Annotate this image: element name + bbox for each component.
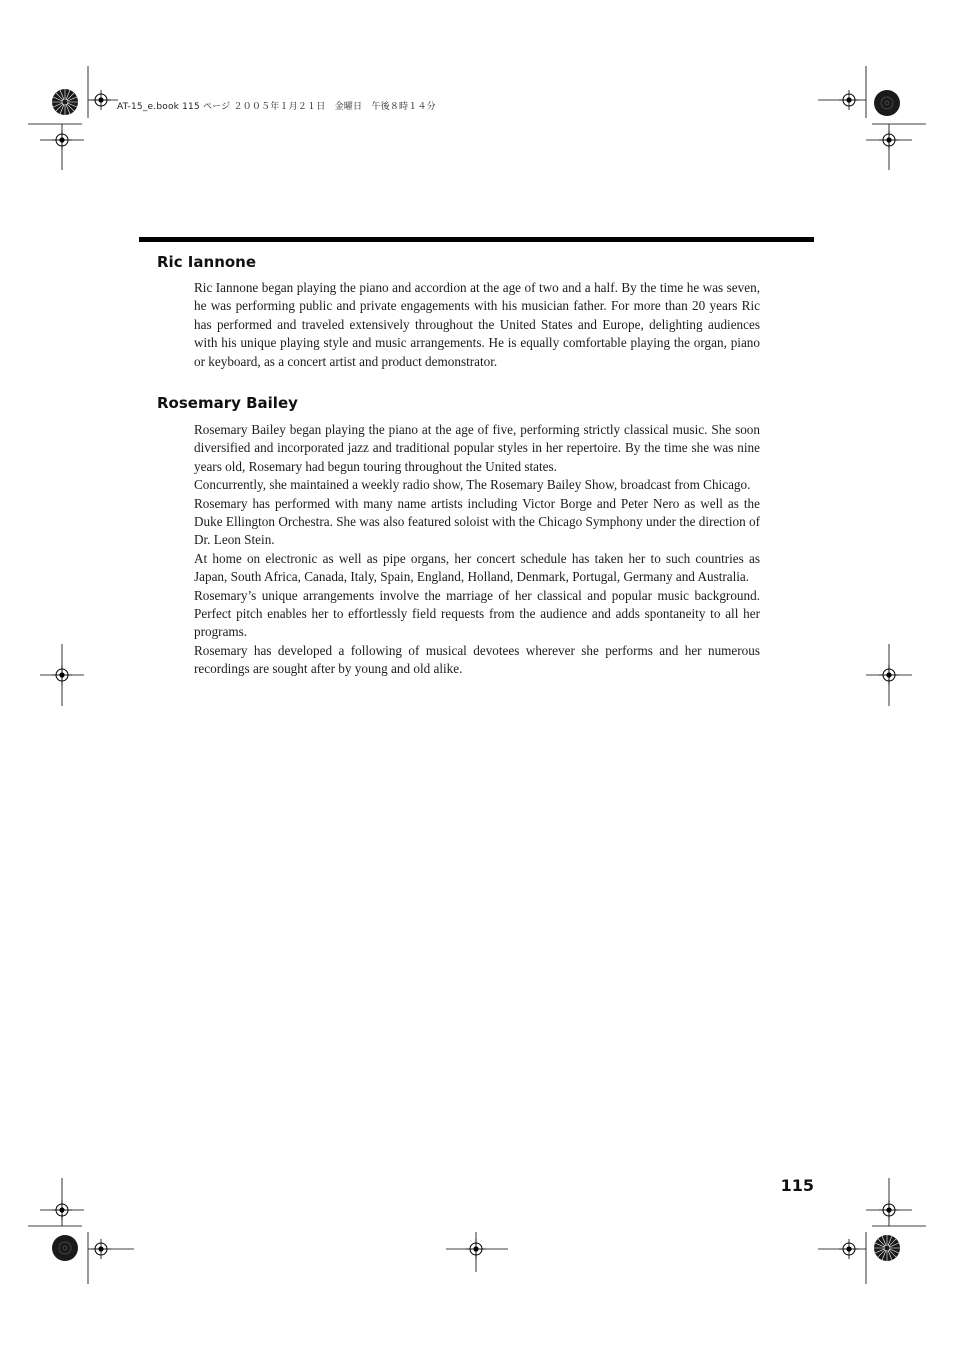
paragraph: Rosemary has developed a following of musical devotees wherever she performs and her numerous recordings are sought after by young and old alike. [194, 642, 760, 677]
print-slug: AT-15_e.book 115 ページ ２００５年１月２１日 金曜日 午後８時１４分 [117, 102, 436, 112]
paragraph: Rosemary’s unique arrangements involve the marriage of her classical and popular music background. Perfect pitch enables her to effortlessly field requests from the audience and adds spontaneity to all her programs. [194, 587, 760, 640]
paragraph: Rosemary Bailey began playing the piano at the age of five, performing strictly classical music. She soon diversified and incorporated jazz and traditional popular styles in her repertoire. By the time she was nine years old, Rosemary had begun touring throughout the United states. [194, 422, 760, 474]
section-title-ric-iannone: Ric Iannone [157, 253, 257, 271]
section-body-rosemary-bailey [194, 421, 760, 679]
section-body-ric-iannone [194, 279, 760, 371]
section-title-rosemary-bailey: Rosemary Bailey [157, 394, 298, 412]
paragraph: Rosemary has performed with many name artists including Victor Borge and Peter Nero as well as the Duke Ellington Orchestra. She was also featured soloist with the Chicago Symphony under the direction of Dr. Leon Stein. [194, 495, 760, 548]
paragraph: Concurrently, she maintained a weekly radio show, The Rosemary Bailey Show, broadcast from Chicago. [194, 477, 751, 493]
paragraph: At home on electronic as well as pipe organs, her concert schedule has taken her to such countries as Japan, South Africa, Canada, Italy, Spain, England, Holland, Denmark, Portugal, Germany and Australia. [194, 550, 760, 585]
paragraph: Ric Iannone began playing the piano and accordion at the age of two and a half. By the time he was seven, he was performing public and private engagements with his musician father. For more than 20 years Ric has performed and traveled extensively throughout the United States and Europe, delighting audiences with his unique playing style and music arrangements. He is equally comfortable playing the organ, piano or keyboard, as a concert artist and product demonstrator. [194, 280, 760, 369]
starburst-mark-top-left [52, 89, 78, 115]
page-number: 115 [780, 1176, 814, 1195]
header-rule [139, 237, 814, 242]
